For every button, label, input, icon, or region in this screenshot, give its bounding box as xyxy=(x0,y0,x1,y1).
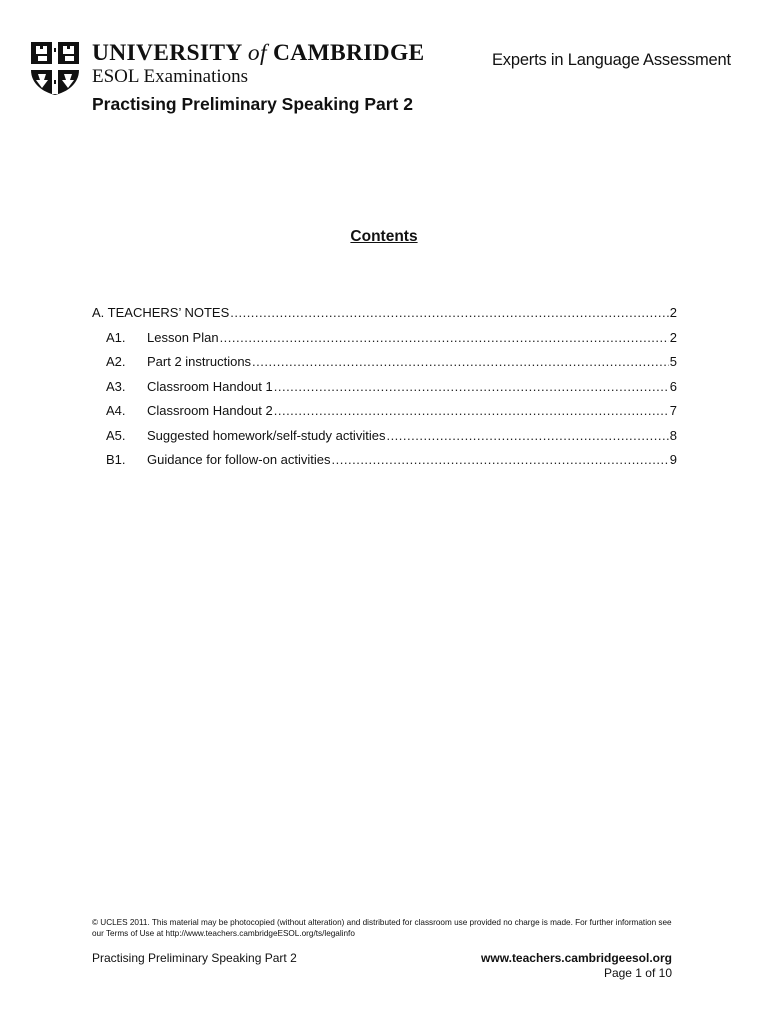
toc-entry-number: A5. xyxy=(106,427,126,443)
toc-entry[interactable] xyxy=(92,330,677,355)
university-prefix: UNIVERSITY xyxy=(92,40,242,66)
toc-leader-dots xyxy=(274,379,669,394)
toc-leader-dots xyxy=(252,354,669,369)
university-suffix: CAMBRIDGE xyxy=(272,40,425,66)
toc-entry[interactable] xyxy=(92,354,677,379)
toc-entry-page: 2 xyxy=(669,329,677,345)
toc-entry-page: 9 xyxy=(669,452,677,467)
toc-entry[interactable] xyxy=(92,403,677,428)
toc-entry-label: Classroom Handout 2 xyxy=(147,403,273,418)
university-crest-icon xyxy=(29,40,81,96)
toc-entry-number: A2. xyxy=(106,354,126,369)
toc-leader-dots xyxy=(230,305,669,320)
toc-leader-dots xyxy=(386,428,668,443)
toc-entry-label: A. TEACHERS’ NOTES xyxy=(92,305,230,320)
toc-leader-dots xyxy=(274,403,669,418)
toc-entry[interactable] xyxy=(92,379,677,404)
document-title: Practising Preliminary Speaking Part 2 xyxy=(92,94,413,114)
university-of: of xyxy=(247,40,267,66)
toc-leader-dots xyxy=(332,452,669,467)
table-of-contents xyxy=(92,305,677,477)
toc-entry-page: 6 xyxy=(669,378,677,394)
toc-entry[interactable] xyxy=(92,305,677,330)
toc-entry-page: 8 xyxy=(669,427,677,443)
toc-entry-label: Suggested homework/self-study activities xyxy=(147,427,386,443)
toc-entry-number: A4. xyxy=(106,403,126,418)
footer-right xyxy=(481,951,672,980)
toc-entry-label: Classroom Handout 1 xyxy=(147,378,273,394)
footer-document-title: Practising Preliminary Speaking Part 2 xyxy=(92,951,297,965)
toc-entry-page: 7 xyxy=(669,403,677,418)
toc-entry-number: A3. xyxy=(106,378,126,394)
toc-entry-label: Part 2 instructions xyxy=(147,354,252,369)
esol-subtitle: ESOL Examinations xyxy=(92,66,249,87)
page-number: Page 1 of 10 xyxy=(603,966,672,980)
copyright-notice: © UCLES 2011. This material may be photocopied (without alteration) and distributed for classroom use provided no charge is made. For further information see our Terms of Use at http://www.teachers.cambridgeESOL.org/ts/legalinfo xyxy=(92,918,672,938)
tagline: Experts in Language Assessment xyxy=(492,51,731,69)
contents-heading: Contents xyxy=(350,228,418,245)
toc-entry[interactable] xyxy=(92,452,677,477)
university-name xyxy=(92,40,425,67)
toc-entry[interactable] xyxy=(92,428,677,453)
toc-entry-page: 2 xyxy=(669,305,677,320)
toc-leader-dots xyxy=(220,330,669,345)
toc-entry-label: Guidance for follow-on activities xyxy=(147,452,331,467)
toc-entry-label: Lesson Plan xyxy=(147,329,219,345)
toc-entry-number: B1. xyxy=(106,452,126,467)
footer-url[interactable]: www.teachers.cambridgeesol.org xyxy=(481,951,672,965)
toc-entry-page: 5 xyxy=(669,354,677,369)
toc-entry-number: A1. xyxy=(106,329,126,345)
